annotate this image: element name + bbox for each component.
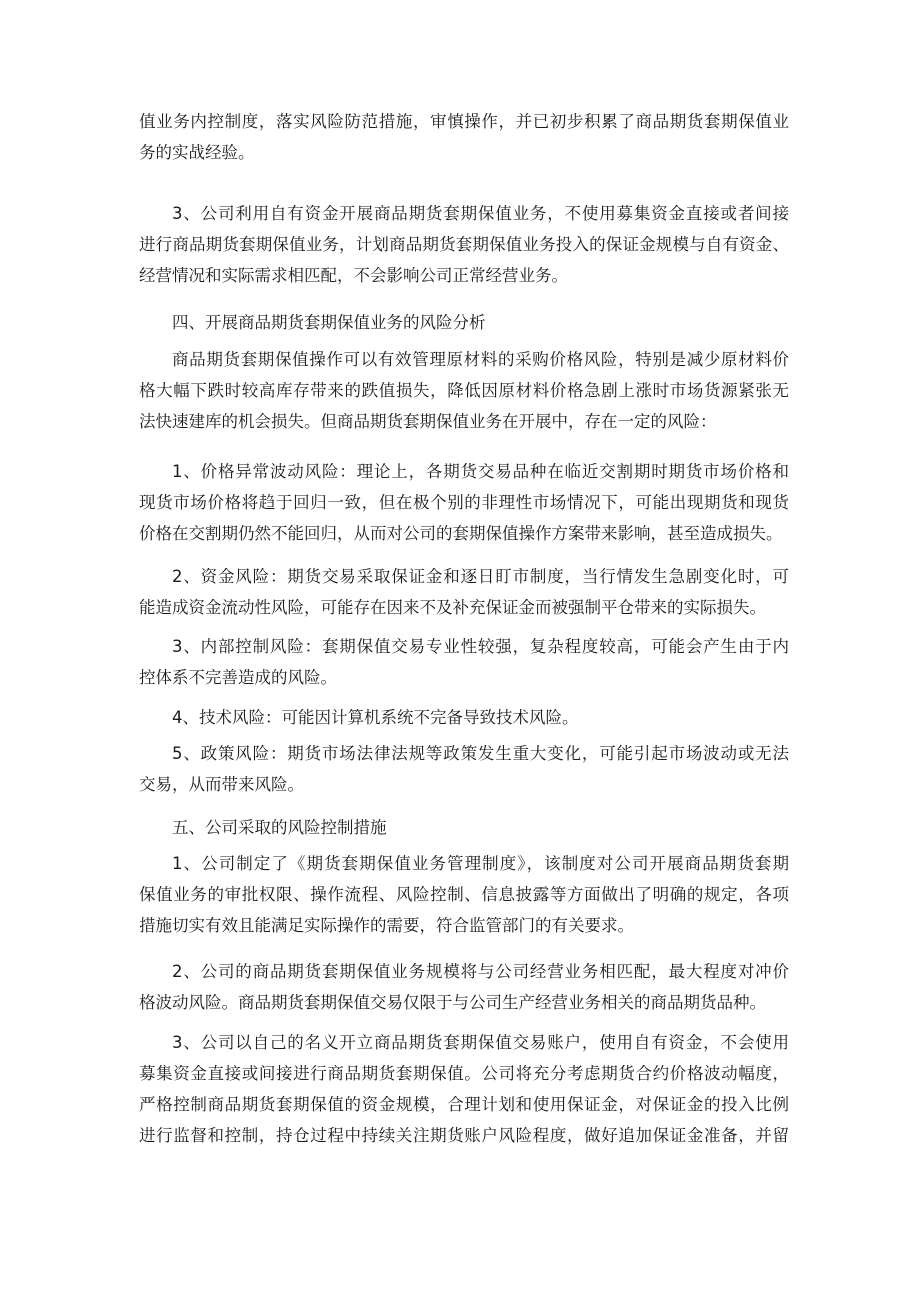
paragraph-technical-risk <box>139 702 789 733</box>
paragraph-trading-account <box>139 1027 789 1151</box>
text-line: 进行监督和控制，持仓过程中持续关注期货账户风险程度，做好追加保证金准备，并留 <box>139 1126 789 1145</box>
text-line: 现货市场价格将趋于回归一致，但在极个别的非理性市场情况下，可能出现期货和现货 <box>139 493 789 512</box>
text-line: 格大幅下跌时较高库存带来的跌值损失，降低因原材料价格急剧上涨时市场货源紧张无 <box>139 381 789 400</box>
text-line: 交易，从而带来风险。 <box>139 775 304 794</box>
text-line: 务的实战经验。 <box>139 143 255 162</box>
paragraph-business-scale <box>139 956 789 1018</box>
section-heading-risk-analysis: 四、开展商品期货套期保值业务的风险分析 <box>172 313 486 332</box>
text-line: 3、内部控制风险：套期保值交易专业性较强，复杂程度较高，可能会产生由于内 <box>172 637 789 656</box>
paragraph-funding-risk <box>139 561 789 623</box>
text-line: 1、公司制定了《期货套期保值业务管理制度》，该制度对公司开展商品期货套期 <box>172 854 789 873</box>
paragraph-risk-intro <box>139 344 789 437</box>
text-line: 严格控制商品期货套期保值的资金规模，合理计划和使用保证金，对保证金的投入比例 <box>139 1095 789 1114</box>
text-line: 募集资金直接或间接进行商品期货套期保值。公司将充分考虑期货合约价格波动幅度， <box>139 1064 789 1083</box>
text-line: 2、资金风险：期货交易采取保证金和逐日盯市制度，当行情发生急剧变化时，可 <box>172 567 789 586</box>
text-line: 3、公司以自己的名义开立商品期货套期保值交易账户，使用自有资金，不会使用 <box>172 1033 789 1052</box>
text-line: 措施切实有效且能满足实际操作的需要，符合监管部门的有关要求。 <box>139 916 634 935</box>
text-line: 价格在交割期仍然不能回归，从而对公司的套期保值操作方案带来影响，甚至造成损失。 <box>139 524 783 543</box>
text-line: 经营情况和实际需求相匹配，不会影响公司正常经营业务。 <box>139 266 568 285</box>
text-line: 商品期货套期保值操作可以有效管理原材料的采购价格风险，特别是减少原材料价 <box>172 350 789 369</box>
section-heading-risk-control: 五、公司采取的风险控制措施 <box>172 818 387 837</box>
text-line: 4、技术风险：可能因计算机系统不完备导致技术风险。 <box>172 708 579 727</box>
text-line: 值业务内控制度，落实风险防范措施，审慎操作，并已初步积累了商品期货套期保值业 <box>139 112 789 131</box>
text-line: 2、公司的商品期货套期保值业务规模将与公司经营业务相匹配，最大程度对冲价 <box>172 962 789 981</box>
text-line: 5、政策风险：期货市场法律法规等政策发生重大变化，可能引起市场波动或无法 <box>172 744 789 763</box>
text-line: 格波动风险。商品期货套期保值交易仅限于与公司生产经营业务相关的商品期货品种。 <box>139 993 766 1012</box>
text-line: 进行商品期货套期保值业务，计划商品期货套期保值业务投入的保证金规模与自有资金、 <box>139 235 789 254</box>
paragraph-continuation <box>139 106 789 168</box>
paragraph-internal-control-risk <box>139 631 789 693</box>
paragraph-own-funds <box>139 198 789 291</box>
text-line: 法快速建库的机会损失。但商品期货套期保值业务在开展中，存在一定的风险： <box>139 412 717 431</box>
text-line: 控体系不完善造成的风险。 <box>139 668 337 687</box>
paragraph-price-risk <box>139 456 789 549</box>
text-line: 3、公司利用自有资金开展商品期货套期保值业务，不使用募集资金直接或者间接 <box>172 204 789 223</box>
paragraph-policy-risk <box>139 738 789 800</box>
text-line: 保值业务的审批权限、操作流程、风险控制、信息披露等方面做出了明确的规定，各项 <box>139 885 789 904</box>
paragraph-management-system <box>139 848 789 941</box>
text-line: 能造成资金流动性风险，可能存在因来不及补充保证金而被强制平仓带来的实际损失。 <box>139 598 766 617</box>
text-line: 1、价格异常波动风险：理论上，各期货交易品种在临近交割期时期货市场价格和 <box>172 462 789 481</box>
